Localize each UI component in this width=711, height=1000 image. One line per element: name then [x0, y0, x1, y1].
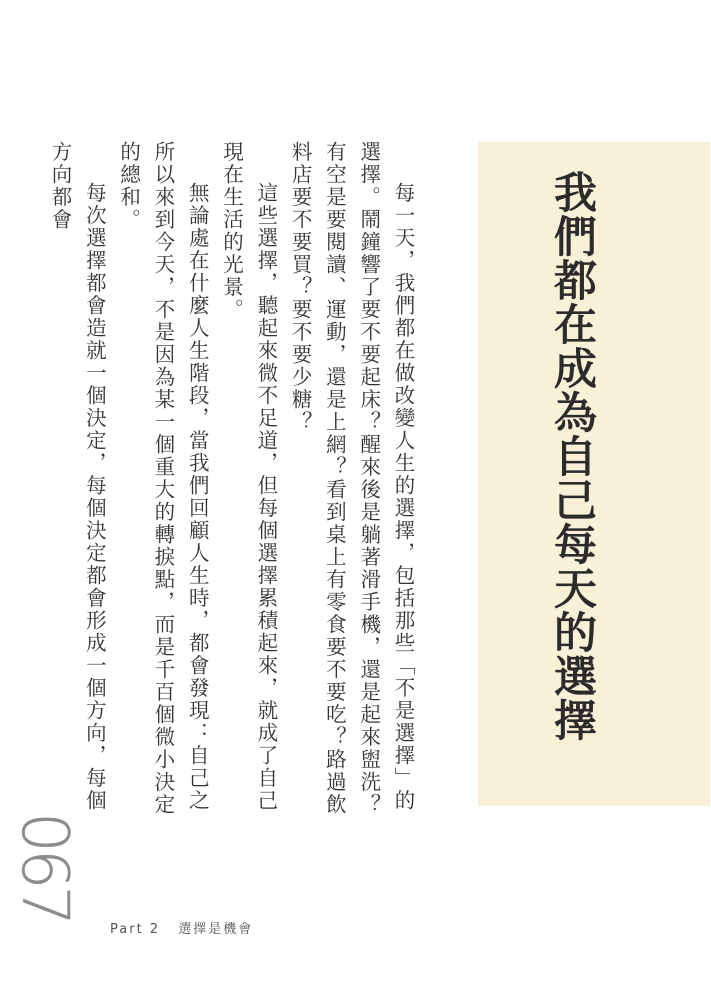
chapter-title: 我們都在成為自己每天的選擇: [547, 170, 597, 742]
paragraph: 無論處在什麼人生階段，當我們回顧人生時，都會發現：自己之所以來到今天，不是因為某一個重大的轉捩點，而是千百個微小決定的總和。: [116, 141, 210, 816]
footer-part: Part 2: [110, 922, 161, 937]
paragraph: 每次選擇都會造就一個決定，每個決定都會形成一個方向，每個方向都會: [48, 141, 107, 812]
footer-section: 選擇是機會: [178, 922, 254, 937]
body-text: [48, 141, 420, 823]
paragraph: 每一天，我們都在做改變人生的選擇，包括那些「不是選擇」的選擇。鬧鐘響了要不要起床？醒來後是躺著滑手機，還是起來盥洗？有空是要閱讀、運動，還是上網？看到桌上有零食要不要吃？路過飲料店要不要買？要不要少糖？: [288, 141, 415, 816]
paragraph: 這些選擇，聽起來微不足道，但每個選擇累積起來，就成了自己現在生活的光景。: [219, 141, 278, 812]
running-footer: [110, 918, 350, 940]
page-number: 067: [7, 812, 81, 923]
